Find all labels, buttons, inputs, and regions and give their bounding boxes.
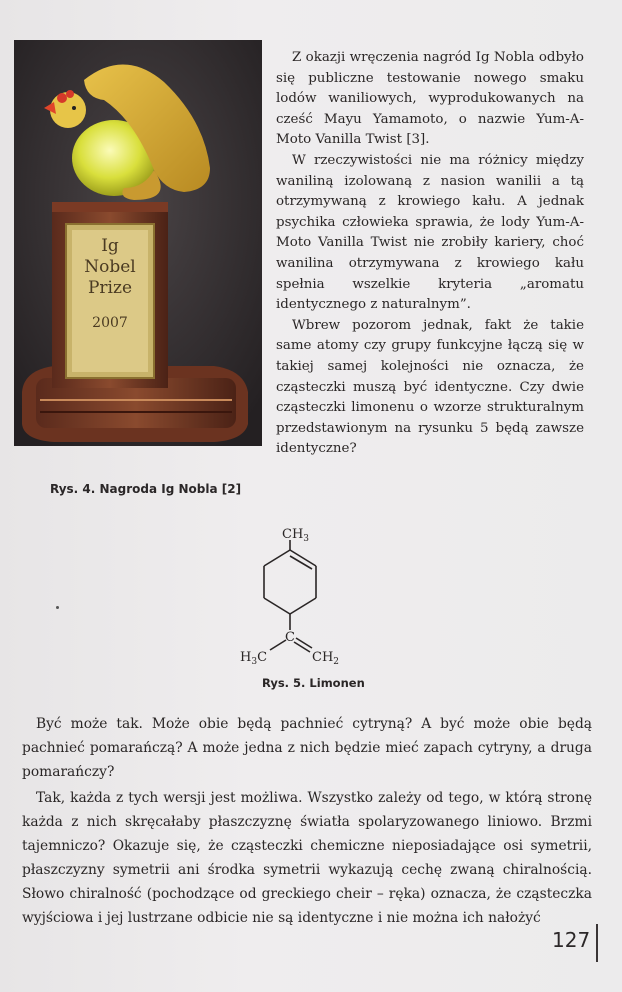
plaque-line-3: Prize bbox=[87, 278, 133, 298]
plaque-line-1: Ig bbox=[101, 236, 119, 256]
methylene-label: CH bbox=[312, 650, 334, 665]
svg-text:CH2 bbox=[312, 650, 339, 667]
svg-text:H3C bbox=[240, 650, 267, 667]
svg-text:CH3 bbox=[282, 527, 309, 544]
paragraph-vanillin: W rzeczywistości nie ma różnicy między waniliną izolowaną z nasion wanilii a tą otrzymywaną z krowiego kału. A jednak psychika człowieka sprawia, że lody Yum-A-Moto Vanilla Twist nie zrobiły kariery, choć wanilina otrzymywana z krowiego kału spełnia wszelkie kryteria „aromatu identycznego z naturalnym”. bbox=[276, 152, 584, 313]
plaque-year: 2007 bbox=[92, 315, 128, 331]
center-carbon-label: C bbox=[285, 630, 295, 645]
full-width-text bbox=[22, 712, 592, 930]
limonene-drawing bbox=[234, 522, 370, 672]
right-column-text bbox=[276, 48, 584, 460]
paragraph-limonene-question: Wbrew pozorom jednak, fakt że takie same atomy czy grupy funkcyjne łączą się w takiej samej kolejności nie oznacza, że cząsteczki muszą być identyczne. Czy dwie cząsteczki limonenu o wzorze strukturalnym przedstawionym na rysunku 5 będą zawsze identyczne? bbox=[276, 317, 584, 457]
methyl-subscript: 3 bbox=[303, 534, 310, 544]
stray-mark bbox=[56, 606, 59, 609]
plaque-text bbox=[72, 236, 148, 334]
limonene-structure bbox=[234, 522, 370, 672]
page-number: 127 bbox=[552, 928, 591, 952]
left-c-label: C bbox=[257, 650, 268, 665]
methyl-label: CH bbox=[282, 527, 304, 542]
trophy-photo bbox=[14, 40, 262, 446]
figure-4-caption: Rys. 4. Nagroda Ig Nobla [2] bbox=[50, 482, 242, 496]
left-h-label: H bbox=[240, 650, 252, 665]
paragraph-smell-question: Być może tak. Może obie będą pachnieć cytryną? A być może obie będą pachnieć pomarańczą? A może jedna z nich będzie mieć zapach cytryny, a druga pomarańczy? bbox=[22, 716, 592, 780]
figure-5-caption: Rys. 5. Limonen bbox=[262, 676, 365, 690]
plaque-line-2: Nobel bbox=[84, 257, 136, 277]
methylene-subscript: 2 bbox=[333, 657, 340, 667]
page-number-rule bbox=[596, 924, 598, 962]
left-h-subscript: 3 bbox=[251, 657, 258, 667]
paragraph-chirality: Tak, każda z tych wersji jest możliwa. Wszystko zależy od tego, w którą stronę każda z nich skręcałaby płaszczyznę światła spolaryzowanego liniowo. Brzmi tajemniczo? Okazuje się, że cząsteczki chemiczne nieposiadające osi symetrii, płaszczyzny symetrii ani środka symetrii wykazują cechę zwaną chiralnością. Słowo chiralność (pochodzące od greckiego cheir – ręka) oznacza, że cząsteczka wyjściowa i jej lustrzane odbicie nie są identyczne i nie można ich nałożyć bbox=[22, 790, 592, 926]
paragraph-ig-nobel: Z okazji wręczenia nagród Ig Nobla odbyło się publiczne testowanie nowego smaku lodów waniliowych, wyprodukowanych na cześć Mayu Yamamoto, o nazwie Yum-A-Moto Vanilla Twist [3]. bbox=[276, 50, 584, 148]
